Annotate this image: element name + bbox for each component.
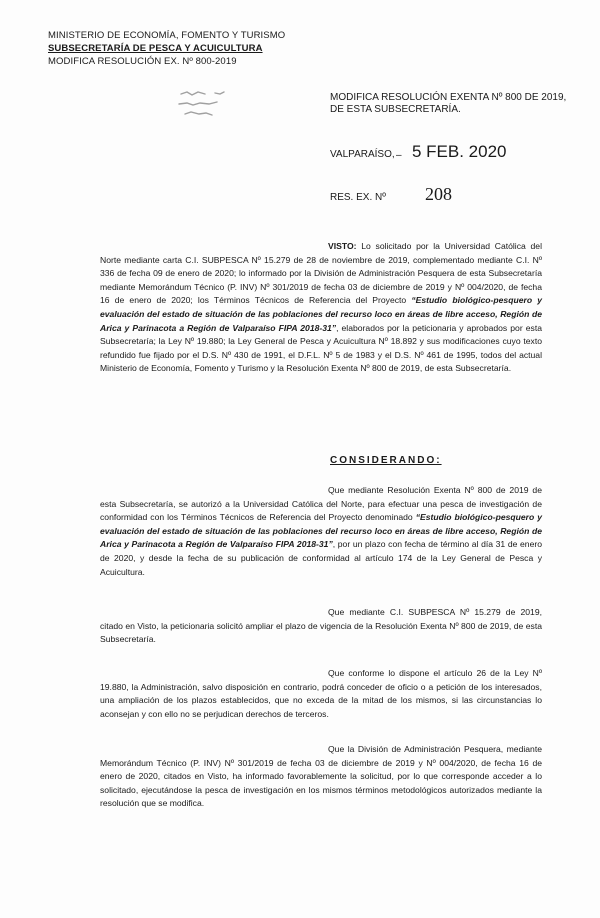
visto-text-b: , elaborados por la peticionaria y aprobados por esta Subsecretaría; la Ley Nº 19.880; la Ley General de Pesca y Acuicultura Nº 18.892 y sus modificaciones cuyo texto refundido fue fijado por el D.S. Nº 430 de 1991, el D.F.L. Nº 5 de 1983 y el D.S. Nº 461 de 1995, todos del actual Ministerio de Economía, Fomento y Turismo y la Resolución Exenta Nº 800 de 2019, de esta Subsecretaría. [100,322,542,374]
considerando-p3-text: Que conforme lo dispone el artículo 26 de la Ley Nº 19.880, la Administración, salvo disposición en contrario, podrá conceder de oficio o a petición de los interesados, una ampliación de los plazos establecidos, que no exceda de la mitad de los mismos, si las circunstancias lo aconsejan y con ello no se perjudican derechos de terceros. [100,668,542,719]
considerando-p4-text: Que la División de Administración Pesquera, mediante Memorándum Técnico (P. INV) Nº 301/2019 de fecha 03 de diciembre de 2019 y Nº 004/2020, de fecha 16 de enero de 2020, citados en Visto, ha informado favorablemente la solicitud, por lo que corresponde acceder a lo solicitado, ejecutándose la pesca de investigación en los mismos términos metodológicos autorizados mediante la resolución que se modifica. [100,744,542,809]
visto-text-a: Lo solicitado por la Universidad Católica del Norte mediante carta C.I. SUBPESCA Nº 15.279 de 28 de noviembre de 2019, complementado mediante C.I. Nº 336 de fecha 09 de enero de 2020; lo informado por la División de Administración Pesquera de esta Subsecretaría mediante Memorándum Técnico (P. INV) Nº 301/2019 de fecha 03 de diciembre de 2019 y Nº 004/2020, de fecha 16 de enero de 2020; los Términos Técnicos de Referencia del Proyecto [100,241,542,306]
visto-project-title: “Estudio biológico-pesquero y evaluación del estado de situación de las poblaciones del recurso loco en áreas de libre acceso, Región de Arica y Parinacota a Región de Valparaíso FIPA 2018-31” [100,295,542,333]
considerando-paragraph-3 [100,667,542,721]
official-stamp [175,84,245,124]
considerando-p1-text-b: , por un plazo con fecha de término al día 31 de enero de 2020, y desde la fecha de su publicación de conformidad al artículo 174 de la Ley General de Pesca y Acuicultura. [100,539,543,577]
modifica-resolucion-header: MODIFICA RESOLUCIÓN EX. Nº 800-2019 [48,56,237,67]
subsecretaria-name: SUBSECRETARÍA DE PESCA Y ACUICULTURA [48,43,263,54]
reference-line-1: MODIFICA RESOLUCIÓN EXENTA Nº 800 DE 2019, [330,92,567,103]
resolution-number-label: RES. EX. Nº [330,192,386,203]
considerando-p2-text: Que mediante C.I. SUBPESCA Nº 15.279 de 2019, citado en Visto, la peticionaria solicitó ampliar el plazo de vigencia de la Resolución Exenta Nº 800 de 2019, de esta Subsecretaría. [100,607,542,645]
place-label: VALPARAÍSO, [330,149,395,160]
considerando-heading: CONSIDERANDO: [330,455,442,466]
resolution-date: 5 FEB. 2020 [412,142,507,161]
reference-line-2: DE ESTA SUBSECRETARÍA. [330,104,461,115]
considerando-p1-project-title: “Estudio biológico-pesquero y evaluación del estado de situación de las poblaciones del recurso loco en áreas de libre acceso, Región de Arica y Parinacota a Región de Valparaíso FIPA 2018-31” [100,512,543,550]
resolution-number: 208 [425,184,452,204]
considerando-paragraph-2 [100,606,542,647]
considerando-paragraph-1 [100,484,542,579]
ministry-name: MINISTERIO DE ECONOMÍA, FOMENTO Y TURISMO [48,30,286,41]
visto-label: VISTO: [328,241,357,251]
date-dash: – [396,150,402,161]
considerando-paragraph-4 [100,743,542,811]
visto-paragraph [100,240,542,376]
considerando-p1-text-a: Que mediante Resolución Exenta Nº 800 de 2019 de esta Subsecretaría, se autorizó a la Universidad Católica del Norte, para efectuar una pesca de investigación de conformidad con los Términos Técnicos de Referencia del Proyecto denominado [100,485,542,523]
